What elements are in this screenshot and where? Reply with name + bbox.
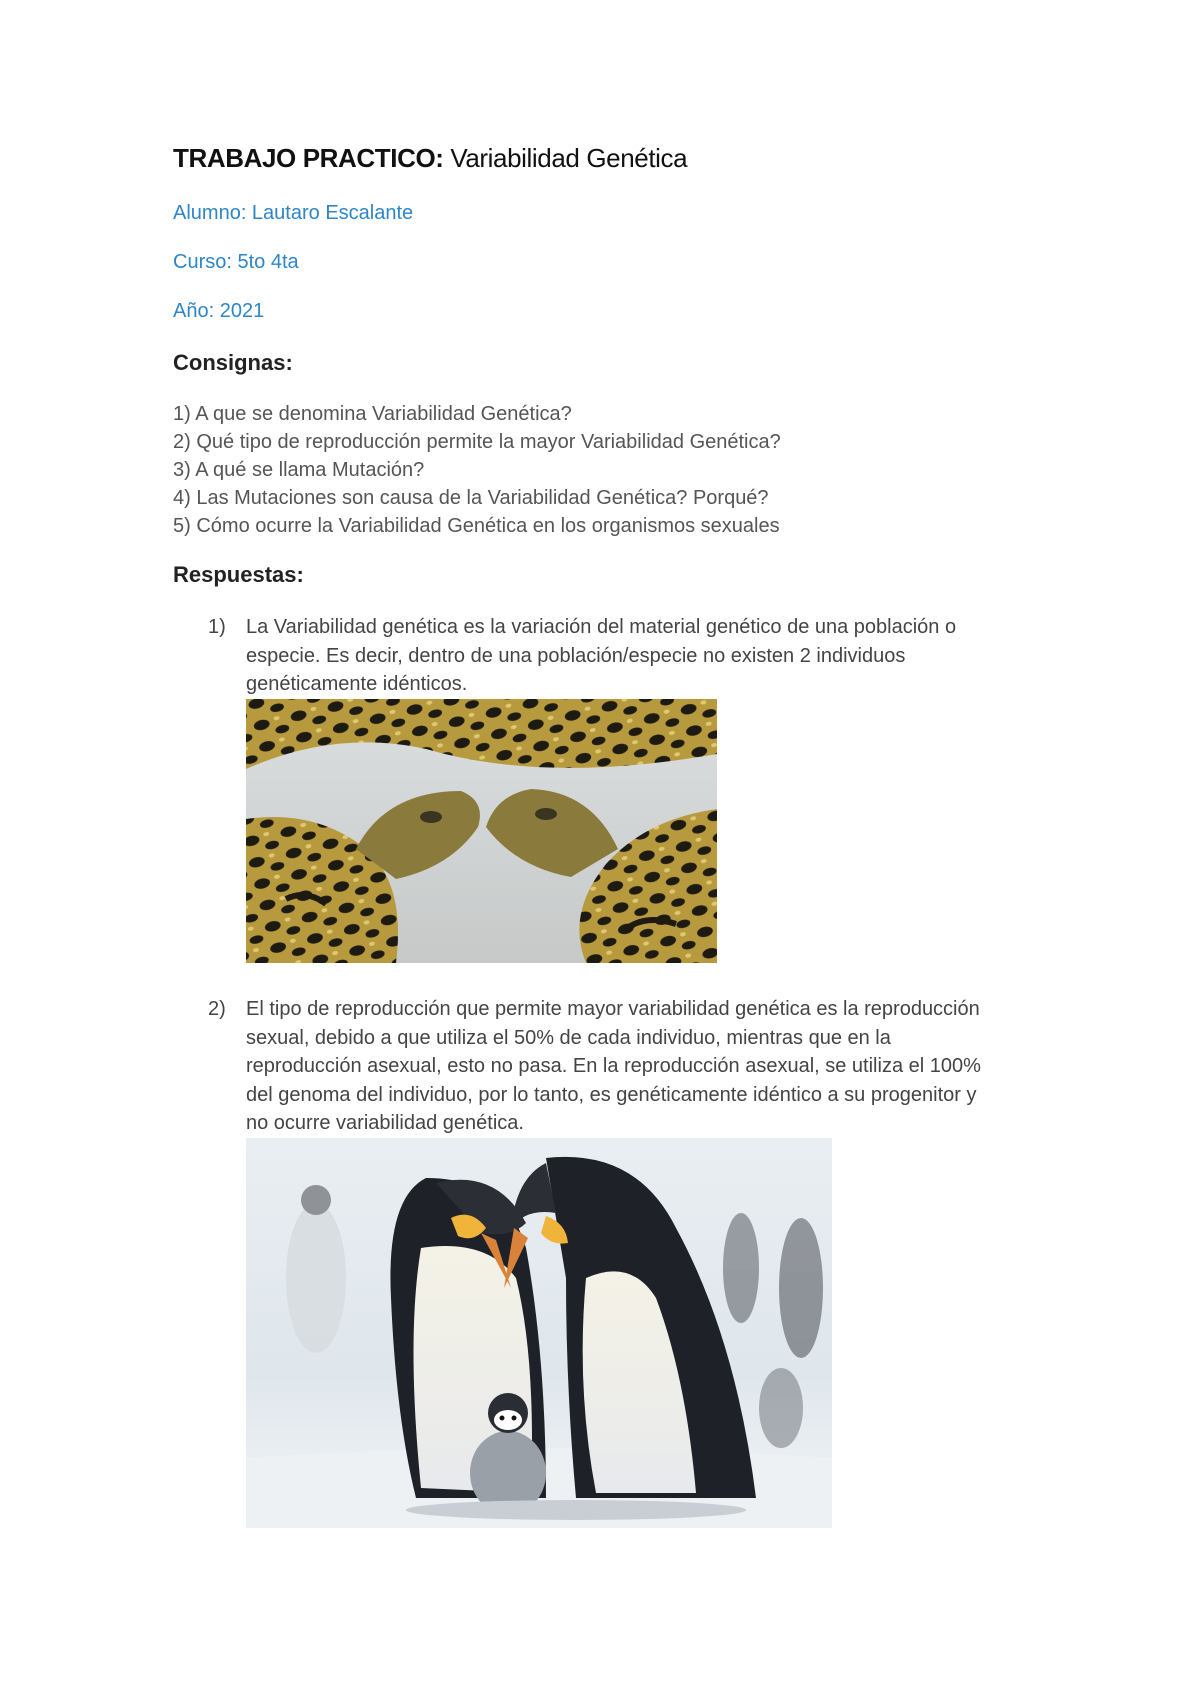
answer-line: La Variabilidad genética es la variación del material genético de una población o bbox=[246, 616, 957, 638]
consignas-heading: Consignas: bbox=[173, 350, 293, 375]
crocodiles-photo bbox=[246, 699, 717, 963]
respuestas-heading: Respuestas: bbox=[173, 562, 304, 587]
answer-line: especie. Es decir, dentro de una población/especie no existen 2 individuos bbox=[246, 644, 906, 667]
answer-line: sexual, debido a que utiliza el 50% de cada individuo, mientras que en la bbox=[246, 1026, 891, 1049]
student-name: Alumno: Lautaro Escalante bbox=[173, 202, 414, 224]
course-label: Curso: 5to 4ta bbox=[173, 251, 299, 273]
answer-line: no ocurre variabilidad genética. bbox=[246, 1112, 524, 1134]
answer-text bbox=[246, 995, 1046, 1138]
document-title bbox=[173, 143, 687, 174]
answer-line: genéticamente idénticos. bbox=[246, 673, 468, 695]
answer-number: 2) bbox=[208, 998, 226, 1020]
title-subject: Variabilidad Genética bbox=[443, 143, 688, 173]
title-bold-part: TRABAJO PRACTICO: bbox=[173, 143, 444, 173]
penguins-photo bbox=[246, 1138, 832, 1528]
answer-text bbox=[246, 613, 1046, 699]
question-item: 2) Qué tipo de reproducción permite la mayor Variabilidad Genética? bbox=[173, 431, 781, 453]
answer-number: 1) bbox=[208, 616, 226, 638]
question-item: 3) A qué se llama Mutación? bbox=[173, 459, 425, 481]
question-item: 5) Cómo ocurre la Variabilidad Genética en los organismos sexuales bbox=[173, 515, 780, 537]
year-label: Año: 2021 bbox=[173, 300, 265, 322]
answer-line: reproducción asexual, esto no pasa. En la reproducción asexual, se utiliza el 100% bbox=[246, 1055, 981, 1077]
question-item: 4) Las Mutaciones son causa de la Variabilidad Genética? Porqué? bbox=[173, 487, 769, 509]
questions-list bbox=[173, 400, 781, 540]
answer-line: del genoma del individuo, por lo tanto, es genéticamente idéntico a su progenitor y bbox=[246, 1083, 977, 1106]
question-item: 1) A que se denomina Variabilidad Genética? bbox=[173, 403, 572, 425]
answer-line: El tipo de reproducción que permite mayor variabilidad genética es la reproducción bbox=[246, 998, 980, 1020]
